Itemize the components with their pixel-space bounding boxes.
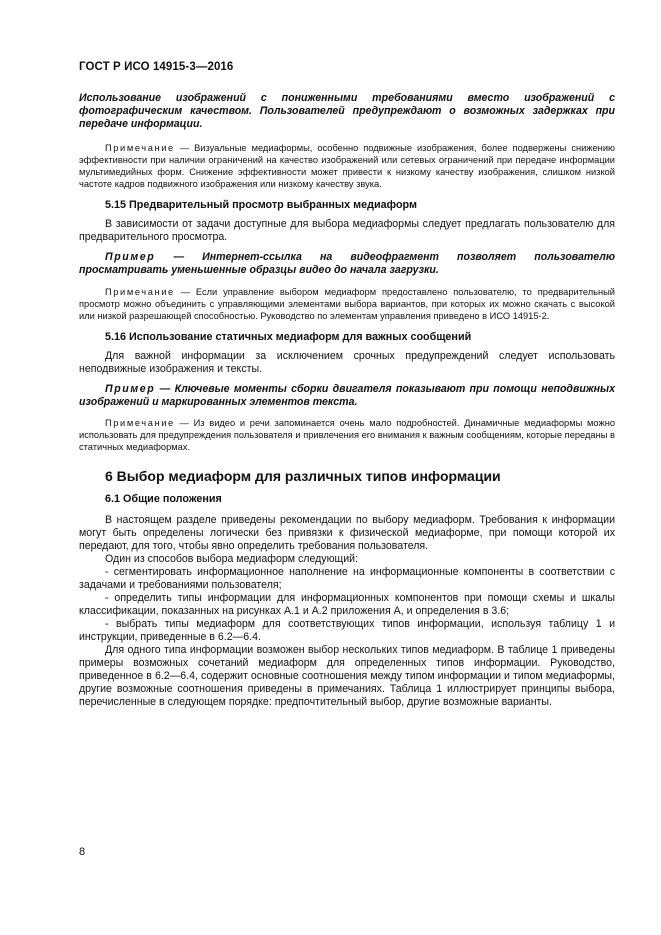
note-text: — Если управление выбором медиаформ предоставлено пользователю, то предварительный просмотр можно объединить с управляющими элементами выбора вариантов, при которых их можно скачать с высокой или низкой разрешающей способностью. Руководство по элементам управления приведено в ИСО 14915-2. bbox=[79, 287, 615, 321]
section-body-6-1-lead: Один из способов выбора медиаформ следующий: bbox=[105, 553, 359, 565]
list-item: - сегментировать информационное наполнение на информационные компоненты в соответствии с задачами и требованиями пользователя; bbox=[79, 566, 615, 591]
list-item: - выбрать типы медиаформ для соответствующих типов информации, используя таблицу 1 и инструкции, приведенные в 6.2—6.4. bbox=[79, 618, 615, 643]
example-text: — Ключевые моменты сборки двигателя показывают при помощи неподвижных изображений и маркированных элементов текста. bbox=[79, 383, 615, 408]
section-heading-5-16: 5.16 Использование статичных медиаформ для важных сообщений bbox=[105, 331, 472, 343]
example-paragraph-5-15 bbox=[79, 251, 615, 277]
example-label: Пример bbox=[105, 251, 156, 263]
section-heading-5-15: 5.15 Предварительный просмотр выбранных медиаформ bbox=[105, 199, 417, 211]
subsection-heading-6-1: 6.1 Общие положения bbox=[105, 493, 222, 505]
page-number: 8 bbox=[79, 846, 86, 858]
note-text: — Из видео и речи запоминается очень мало подробностей. Динамичные медиаформы можно использовать для предупреждения пользователя и привлечения его внимания к важным сообщениям, которые переданы в статичных медиаформах. bbox=[79, 418, 615, 452]
intro-paragraph: Использование изображений с пониженными требованиями вместо изображений с фотографическим качеством. Пользователей предупреждают о возможных задержках при передаче информации. bbox=[79, 92, 615, 130]
section-body-5-16: Для важной информации за исключением срочных предупреждений следует использовать неподвижные изображения и тексты. bbox=[79, 350, 615, 375]
section-heading-6: 6 Выбор медиаформ для различных типов информации bbox=[105, 468, 501, 484]
section-body-6-1-closing: Для одного типа информации возможен выбор нескольких типов медиаформ. В таблице 1 приведены примеры возможных сочетаний медиаформ для определенных типов информации. Руководство, приведенное в 6.2—6.4, содержит основные соотношения между типом информации и типом медиаформы, другие возможные соотношения приведены в примечаниях. Таблица 1 иллюстрирует принципы выбора, перечисленные в следующем порядке: предпочтительный выбор, другие возможные варианты. bbox=[79, 644, 615, 708]
example-text: — Интернет-ссылка на видеофрагмент позволяет пользователю просматривать уменьшенные образцы видео до начала загрузки. bbox=[79, 251, 615, 276]
note-paragraph-5-16 bbox=[79, 417, 615, 453]
note-label: Примечание bbox=[105, 143, 175, 153]
note-text: — Визуальные медиаформы, особенно подвижные изображения, более подвержены снижению эффективности при наличии ограничений на качество изображений или сетевых ограничений при передаче информации мультимедийных форм. Снижение эффективности может привести к низкому качеству изображения, слишком низкой частоте кадров подвижного изображения или низкому качеству звука. bbox=[79, 143, 615, 189]
section-body-5-15: В зависимости от задачи доступные для выбора медиаформы следует предлагать пользователю для предварительного просмотра. bbox=[79, 218, 615, 243]
section-body-6-1: В настоящем разделе приведены рекомендации по выбору медиаформ. Требования к информации могут быть определены логически без привязки к физической медиаформе, при помощи которой их передают, для того, чтобы явно определить требования пользователя. bbox=[79, 514, 615, 552]
note-label: Примечание bbox=[105, 418, 175, 428]
page-content bbox=[79, 92, 615, 709]
example-paragraph-5-16 bbox=[79, 383, 615, 409]
list-item: - определить типы информации для информационных компонентов при помощи схемы и шкалы классификации, показанных на рисунках А.1 и А.2 приложения А, и определения в 3.6; bbox=[79, 592, 615, 617]
example-label: Пример bbox=[105, 383, 156, 395]
note-label: Примечание bbox=[105, 287, 175, 297]
note-paragraph bbox=[79, 142, 615, 190]
document-header: ГОСТ Р ИСО 14915-3—2016 bbox=[79, 61, 234, 73]
note-paragraph-5-15 bbox=[79, 286, 615, 322]
